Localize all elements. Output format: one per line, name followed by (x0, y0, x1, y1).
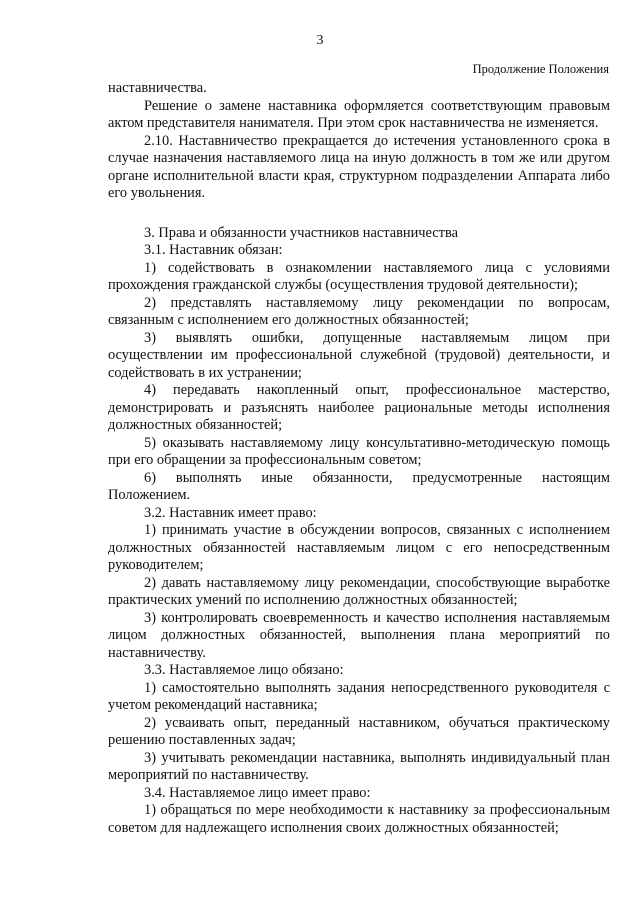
list-item: 1) принимать участие в обсуждении вопросов, связанных с исполнением должностных обязанностей наставляемым лицом с его непосредственным руководителем; (108, 522, 610, 573)
list-item: 2) представлять наставляемому лицу рекомендации по вопросам, связанным с исполнением его должностных обязанностей; (108, 294, 610, 328)
list-item: 1) самостоятельно выполнять задания непосредственного руководителя с учетом рекомендаций наставника; (108, 679, 610, 713)
paragraph: Решение о замене наставника оформляется соответствующим правовым актом представителя нанимателя. При этом срок наставничества не изменяется. (108, 97, 610, 131)
subsection-heading-3-3: 3.3. Наставляемое лицо обязано: (144, 662, 344, 678)
running-head: Продолжение Положения (472, 62, 609, 76)
list-item: 3) контролировать своевременность и качество исполнения наставляемым лицом должностных обязанностей, выполнения плана мероприятий по наставничеству. (108, 609, 610, 661)
list-item: 1) содействовать в ознакомлении наставляемого лица с условиями прохождения гражданской службы (осуществления трудовой деятельности); (108, 259, 610, 293)
subsection-heading-3-1: 3.1. Наставник обязан: (144, 242, 283, 258)
list-item: 4) передавать накопленный опыт, профессиональное мастерство, демонстрировать и разъяснять наиболее рациональные методы исполнения должностных обязанностей; (108, 382, 610, 433)
section-heading-3: 3. Права и обязанности участников наставничества (144, 224, 458, 241)
document-body (108, 80, 610, 837)
list-item: 6) выполнять иные обязанности, предусмотренные настоящим Положением. (108, 469, 610, 503)
subsection-heading-3-2: 3.2. Наставник имеет право: (144, 504, 317, 521)
list-item: 2) давать наставляемому лицу рекомендации, способствующие выработке практических умений по исполнению должностных обязанностей; (108, 574, 610, 608)
page-number: 3 (316, 33, 324, 48)
list-item: 5) оказывать наставляемому лицу консультативно-методическую помощь при его обращении за профессиональным советом; (108, 434, 610, 468)
subsection-heading-3-4: 3.4. Наставляемое лицо имеет право: (144, 784, 371, 801)
list-item: 2) усваивать опыт, переданный наставником, обучаться практическому решению поставленных задач; (108, 714, 610, 748)
list-item: 3) учитывать рекомендации наставника, выполнять индивидуальный план мероприятий по наставничеству. (108, 749, 610, 783)
paragraph-continuation: наставничества. (108, 80, 207, 96)
paragraph-2-10: 2.10. Наставничество прекращается до истечения установленного срока в случае назначения наставляемого лица на иную должность в том же или другом органе исполнительной власти края, структурном подразделении Аппарата либо его увольнения. (108, 132, 610, 201)
list-item: 1) обращаться по мере необходимости к наставнику за профессиональным советом для надлежащего исполнения своих должностных обязанностей; (108, 802, 610, 836)
list-item: 3) выявлять ошибки, допущенные наставляемым лицом при осуществлении им профессиональной служебной (трудовой) деятельности, и содействовать в их устранении; (108, 329, 610, 381)
